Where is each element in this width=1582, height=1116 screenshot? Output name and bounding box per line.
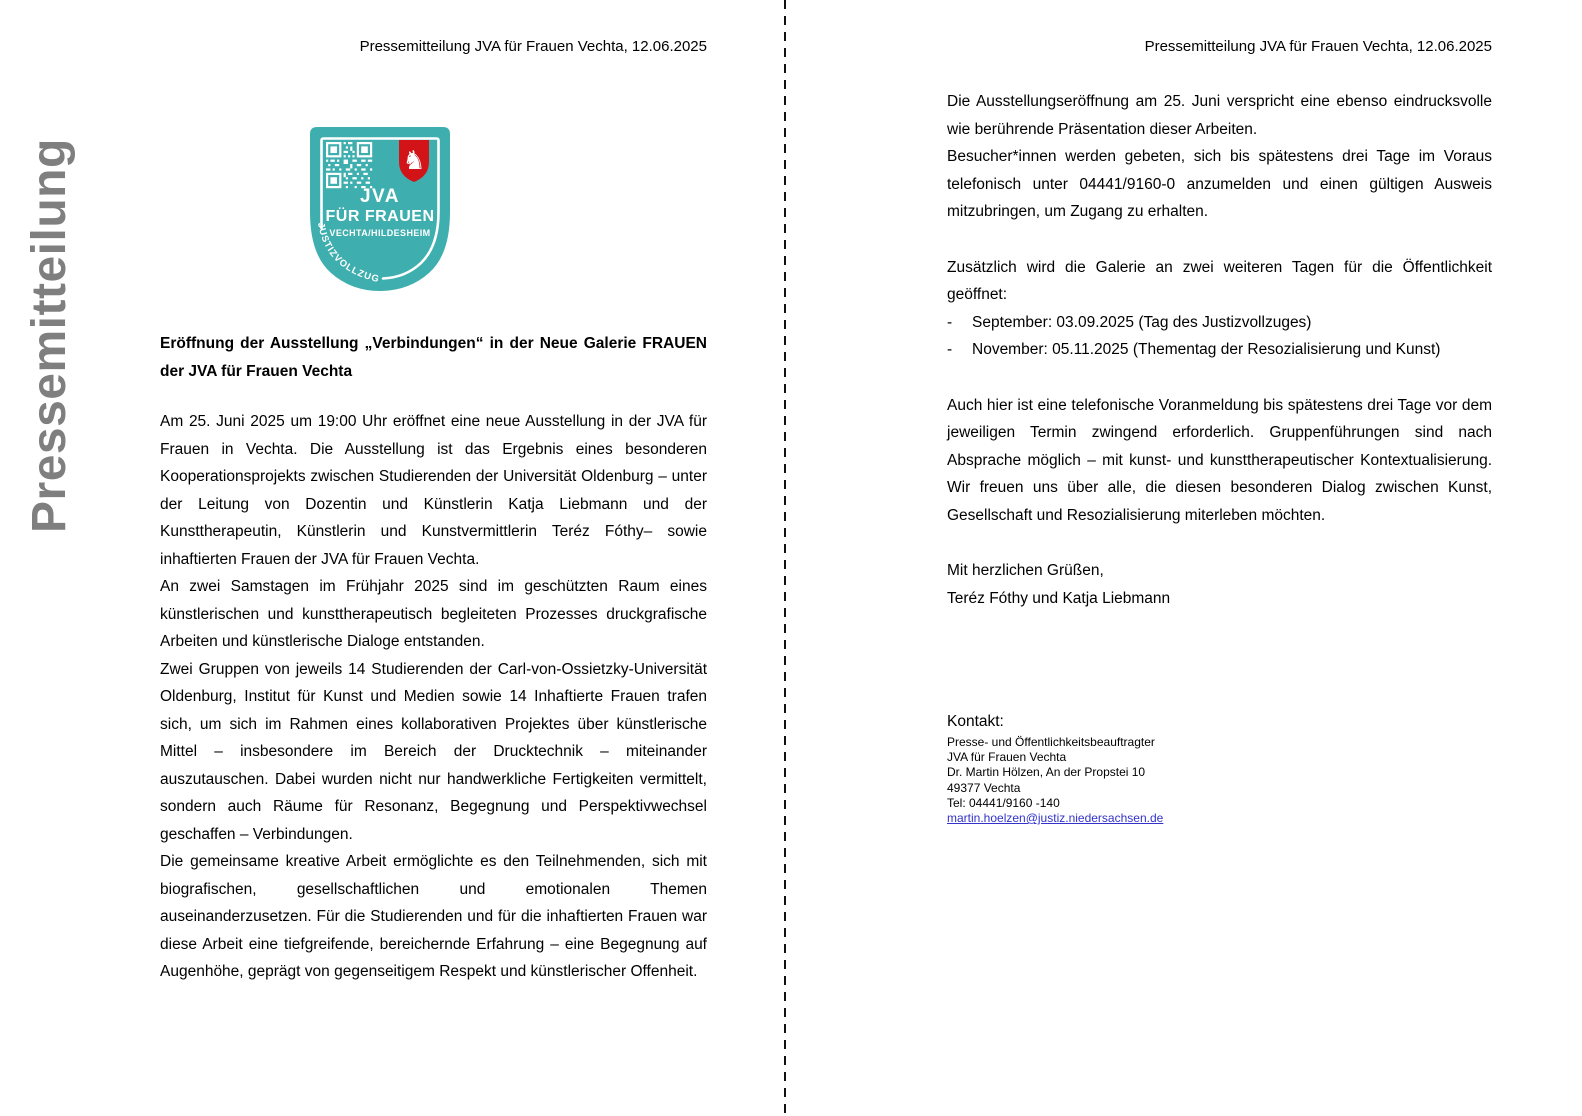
contact-role: Presse- und Öffentlichkeitsbeauftragter <box>947 735 1155 749</box>
paragraph-opening-event: Die Ausstellungseröffnung am 25. Juni verspricht eine ebenso eindrucksvolle wie berührende Präsentation dieser Arbeiten. <box>947 93 1492 138</box>
logo-arc-text: JUSTIZVOLLZUG <box>315 221 381 286</box>
left-page-header: Pressemitteilung JVA für Frauen Vechta, 12.06.2025 <box>359 38 707 55</box>
paragraph-open-days-intro: Zusätzlich wird die Galerie an zwei weiteren Tagen für die Öffentlichkeit geöffnet: <box>947 258 1492 303</box>
contact-phone: Tel: 04441/9160 -140 <box>947 795 1060 810</box>
lower-saxony-crest-icon <box>399 140 429 182</box>
press-release-sidebar-label: Pressemitteilung <box>23 138 76 533</box>
page-divider <box>784 0 786 1116</box>
right-page <box>947 38 1492 826</box>
paragraph-intro: Am 25. Juni 2025 um 19:00 Uhr eröffnet eine neue Ausstellung in der JVA für Frauen in Vechta. Die Ausstellung ist das Ergebnis eines besonderen Kooperationsprojekts zwischen Studierenden der Universität Oldenburg – unter der Leitung von Dozentin und Künstlerin Katja Liebmann und der Kunsttherapeutin, Künstlerin und Kunstvermittlerin Teréz Fóthy– sowie inhaftierten Frauen der JVA für Frauen Vechta. <box>160 413 707 568</box>
logo-line-jva: JVA <box>359 186 401 207</box>
right-page-header: Pressemitteilung JVA für Frauen Vechta, 12.06.2025 <box>1144 38 1492 55</box>
open-day-item-september <box>947 309 1492 337</box>
contact-city: 49377 Vechta <box>947 780 1021 795</box>
paragraph-closing: Auch hier ist eine telefonische Voranmeldung bis spätestens drei Tage vor dem jeweiligen Termin zwingend erforderlich. Gruppenführungen sind nach Absprache möglich – mit kunst- und kunsttherapeutischer Kontextualisierung. Wir freuen uns über alle, die diesen besonderen Dialog zwischen Kunst, Gesellschaft und Resozialisierung miterleben möchten. <box>947 396 1492 524</box>
paragraph-visitor-info: Besucher*innen werden gebeten, sich bis spätestens drei Tage im Voraus telefonisch unter 04441/9160-0 anzumelden und einen gültigen Ausweis mitzubringen, um Zugang zu erhalten. <box>947 148 1492 220</box>
jva-logo-badge <box>310 127 450 291</box>
contact-person-address: Dr. Martin Hölzen, An der Propstei 10 <box>947 765 1146 780</box>
bullet-dash-icon: - <box>947 313 953 331</box>
paragraph-groups: Zwei Gruppen von jeweils 14 Studierenden der Carl-von-Ossietzky-Universität Oldenburg, Institut für Kunst und Medien sowie 14 Inhaftierte Frauen trafen sich, um sich im Rahmen eines kollaborativen Projektes über künstlerische Mittel – insbesondere im Bereich der Drucktechnik – miteinander auszutauschen. Dabei wurden nicht nur handwerkliche Fertigkeiten vermittelt, sondern auch Räume für Resonanz, Begegnung und Perspektivwechsel geschaffen – Verbindungen. <box>160 660 707 843</box>
signature-line: Teréz Fóthy und Katja Liebmann <box>947 589 1171 607</box>
article-title: Eröffnung der Ausstellung „Verbindungen“ in der Neue Galerie FRAUEN der JVA für Frauen Vechta <box>160 335 707 380</box>
open-day-item-november <box>947 336 1492 364</box>
contact-email-link[interactable]: martin.hoelzen@justiz.niedersachsen.de <box>947 811 1164 826</box>
logo-line-vechta-hildesheim: VECHTA/HILDESHEIM <box>329 228 431 238</box>
paragraph-saturdays: An zwei Samstagen im Frühjahr 2025 sind im geschützten Raum eines künstlerischen und kunsttherapeutisch begleiteten Prozesses druckgrafische Arbeiten und künstlerische Dialoge entstanden. <box>160 578 707 650</box>
logo-line-fuer-frauen: FÜR FRAUEN <box>325 208 435 225</box>
contact-details <box>947 735 1492 826</box>
greeting-line: Mit herzlichen Grüßen, <box>947 562 1104 579</box>
left-page <box>160 38 707 986</box>
saxon-horse-icon: ♞ <box>402 146 426 176</box>
contact-section <box>947 712 1492 826</box>
contact-institution: JVA für Frauen Vechta <box>947 750 1067 765</box>
open-day-label: November: 05.11.2025 (Thementag der Resozialisierung und Kunst) <box>972 341 1441 358</box>
jva-logo <box>310 127 450 291</box>
paragraph-creative-work: Die gemeinsame kreative Arbeit ermöglichte es den Teilnehmenden, sich mit biografischen, gesellschaftlichen und emotionalen Themen auseinanderzusetzen. Für die Studierenden und für die inhaftierten Frauen war diese Arbeit eine tiefgreifende, bereichernde Erfahrung – eine Begegnung auf Augenhöhe, geprägt von gegenseitigem Respekt und künstlerischer Offenheit. <box>160 853 707 980</box>
bullet-dash-icon: - <box>947 341 953 358</box>
contact-heading: Kontakt: <box>947 713 1004 730</box>
closing-greeting <box>947 557 1492 612</box>
open-day-label: September: 03.09.2025 (Tag des Justizvollzuges) <box>972 313 1312 331</box>
